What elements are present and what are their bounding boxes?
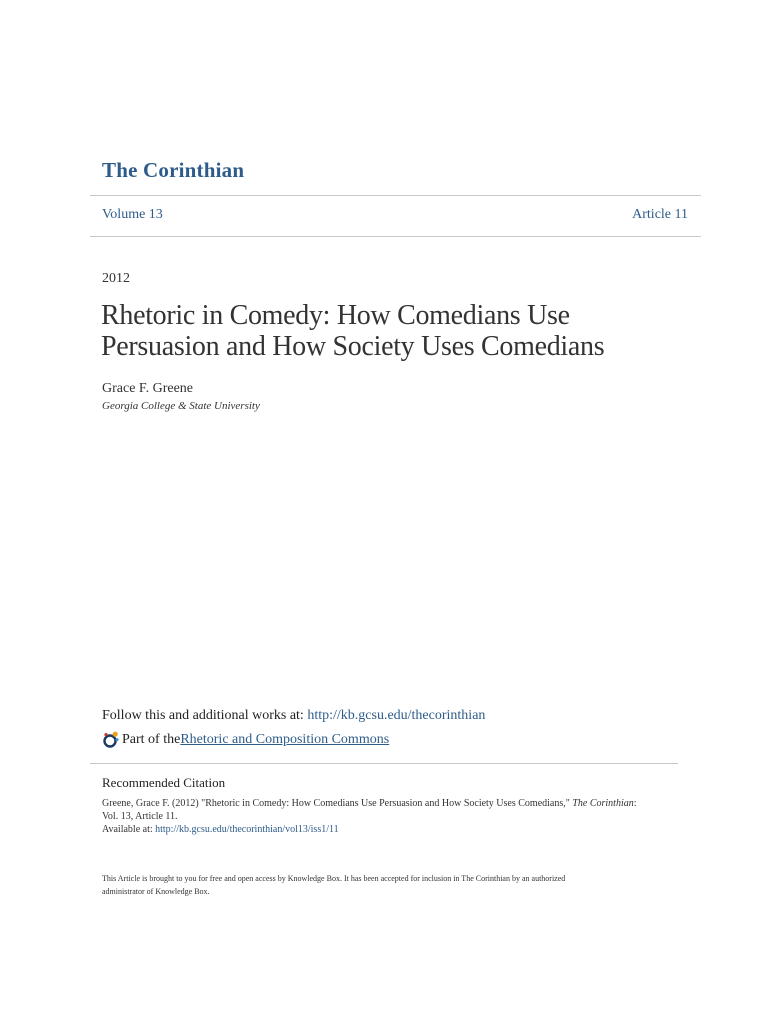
citation-line-2: Vol. 13, Article 11. — [102, 811, 178, 822]
citation-heading: Recommended Citation — [102, 775, 226, 790]
article-title — [101, 300, 701, 362]
top-divider — [90, 195, 701, 196]
volume-divider — [90, 236, 701, 237]
citation-text: Greene, Grace F. (2012) "Rhetoric in Comedy: How Comedians Use Persuasion and How Society Uses Comedians," — [102, 798, 573, 809]
part-of-line — [102, 731, 389, 749]
citation-divider — [90, 763, 678, 764]
citation-colon: : — [633, 798, 637, 809]
publication-year: 2012 — [102, 271, 130, 286]
access-notice-line-2: administrator of Knowledge Box. — [102, 887, 210, 896]
access-notice-line-1: This Article is brought to you for free and open access by Knowledge Box. It has been accepted for inclusion in The Corinthian by an authorized — [102, 874, 566, 883]
available-label: Available at: — [102, 824, 156, 835]
citation-journal: The Corinthian — [572, 798, 634, 809]
article-title-line-2: Persuasion and How Society Uses Comedians — [101, 331, 605, 362]
available-url-link[interactable]: http://kb.gcsu.edu/thecorinthian/vol13/iss1/11 — [155, 824, 339, 835]
citation-line-1 — [102, 797, 672, 810]
access-notice — [102, 872, 662, 898]
part-of-label: Part of the — [122, 732, 181, 747]
follow-url-link[interactable]: http://kb.gcsu.edu/thecorinthian — [307, 708, 486, 723]
citation-body — [102, 797, 672, 836]
citation-line-3 — [102, 823, 672, 836]
commons-link[interactable]: Rhetoric and Composition Commons — [180, 732, 390, 747]
author-name: Grace F. Greene — [102, 381, 193, 396]
article-title-line-1: Rhetoric in Comedy: How Comedians Use — [101, 300, 570, 331]
follow-line — [102, 708, 485, 724]
commons-network-icon — [102, 731, 120, 749]
follow-label: Follow this and additional works at: — [102, 708, 308, 723]
journal-title[interactable]: The Corinthian — [102, 158, 245, 182]
author-affiliation: Georgia College & State University — [102, 400, 260, 412]
article-link[interactable]: Article 11 — [632, 207, 688, 222]
volume-link[interactable]: Volume 13 — [102, 207, 163, 222]
